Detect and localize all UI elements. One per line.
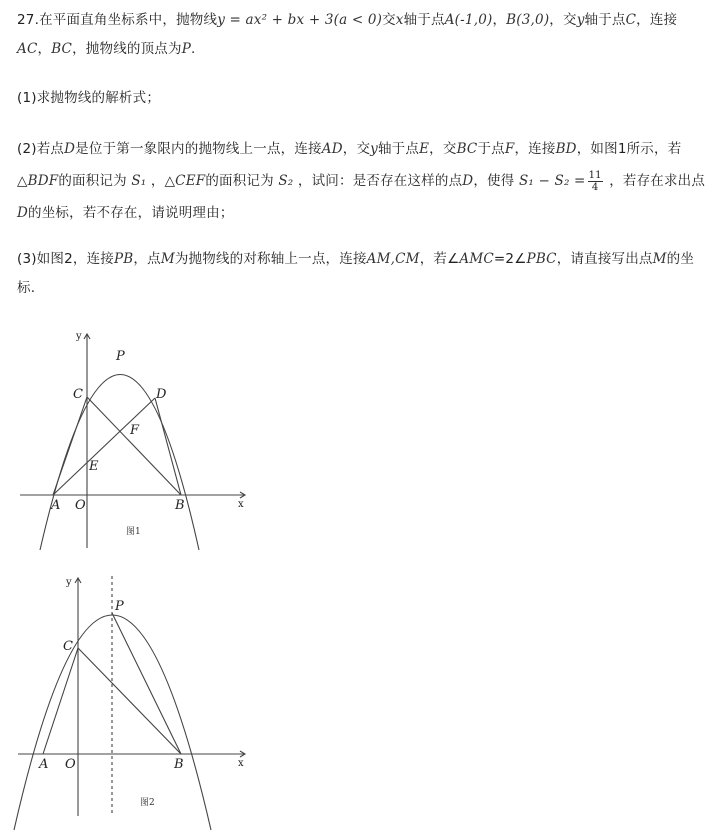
fig2-label-o: O [65, 757, 76, 772]
part-1: (1)求抛物线的解析式； [17, 90, 161, 106]
fig1-label-x: x [238, 499, 244, 510]
fig1-segment-ad [53, 398, 155, 495]
fig1-label-y: y [76, 331, 82, 342]
fig1-label-b: B [175, 498, 185, 513]
fig1-label-e: E [89, 459, 99, 474]
point-a: A(-1,0) [444, 12, 493, 28]
parabola-equation: y = ax² + bx + 3(a < 0) [217, 12, 383, 28]
part-3: (3)如图2，连接PB，点M为抛物线的对称轴上一点，连接AM,CM，若∠AMC=2∠PBC，请直接写出点M的坐标. [17, 251, 695, 296]
fig1-caption: 图1 [126, 527, 141, 537]
part-2: (2)若点D是位于第一象限内的抛物线上一点，连接AD，交y轴于点E，交BC于点F，连接BD，如图1所示，若△BDF的面积记为 S₁ ，△CEF的面积记为 S₂ ，试问：是否存在这样的点D，使得 S₁ − S₂ = $\frac{11}{4}$ ，若存在求出点D的坐标，若不存在，请说明理由； [17, 141, 706, 221]
fig1-segment-db [155, 398, 181, 495]
figure-1-labels [50, 331, 244, 537]
fig1-label-o: O [75, 498, 86, 513]
problem-statement: 27.在平面直角坐标系中，抛物线y = ax² + bx + 3(a < 0)交x轴于点A(-1,0)，B(3,0)，交y轴于点C，连接AC，BC，抛物线的顶点为P. [17, 12, 678, 57]
figure-1 [20, 334, 245, 550]
fig1-label-d: D [156, 387, 167, 402]
fig2-segment-ac [43, 648, 78, 754]
area-condition: S₁ − S₂ = [518, 173, 586, 189]
fig2-label-b: B [174, 757, 184, 772]
figure-2-labels [38, 577, 244, 808]
fig2-caption: 图2 [140, 798, 155, 808]
fig1-label-p: P [116, 349, 125, 364]
fig2-label-y: y [66, 577, 72, 588]
fig1-label-c: C [73, 387, 83, 402]
fig1-label-f: F [130, 423, 140, 438]
fig1-segment-ac [53, 397, 87, 495]
problem-number: 27. [17, 12, 40, 28]
fig2-segment-cb [78, 648, 181, 754]
fig2-label-p: P [115, 599, 124, 614]
fig1-label-a: A [51, 498, 61, 513]
fig2-label-c: C [63, 639, 73, 654]
fig2-label-a: A [39, 757, 49, 772]
fraction-eleven-fourths: $\frac{11}{4}$ [588, 169, 602, 193]
figure-2 [14, 576, 245, 830]
fig2-label-x: x [238, 758, 244, 769]
fig2-segment-pb [112, 613, 181, 754]
fig1-segment-cb [87, 397, 181, 495]
point-b: B(3,0) [506, 12, 550, 28]
